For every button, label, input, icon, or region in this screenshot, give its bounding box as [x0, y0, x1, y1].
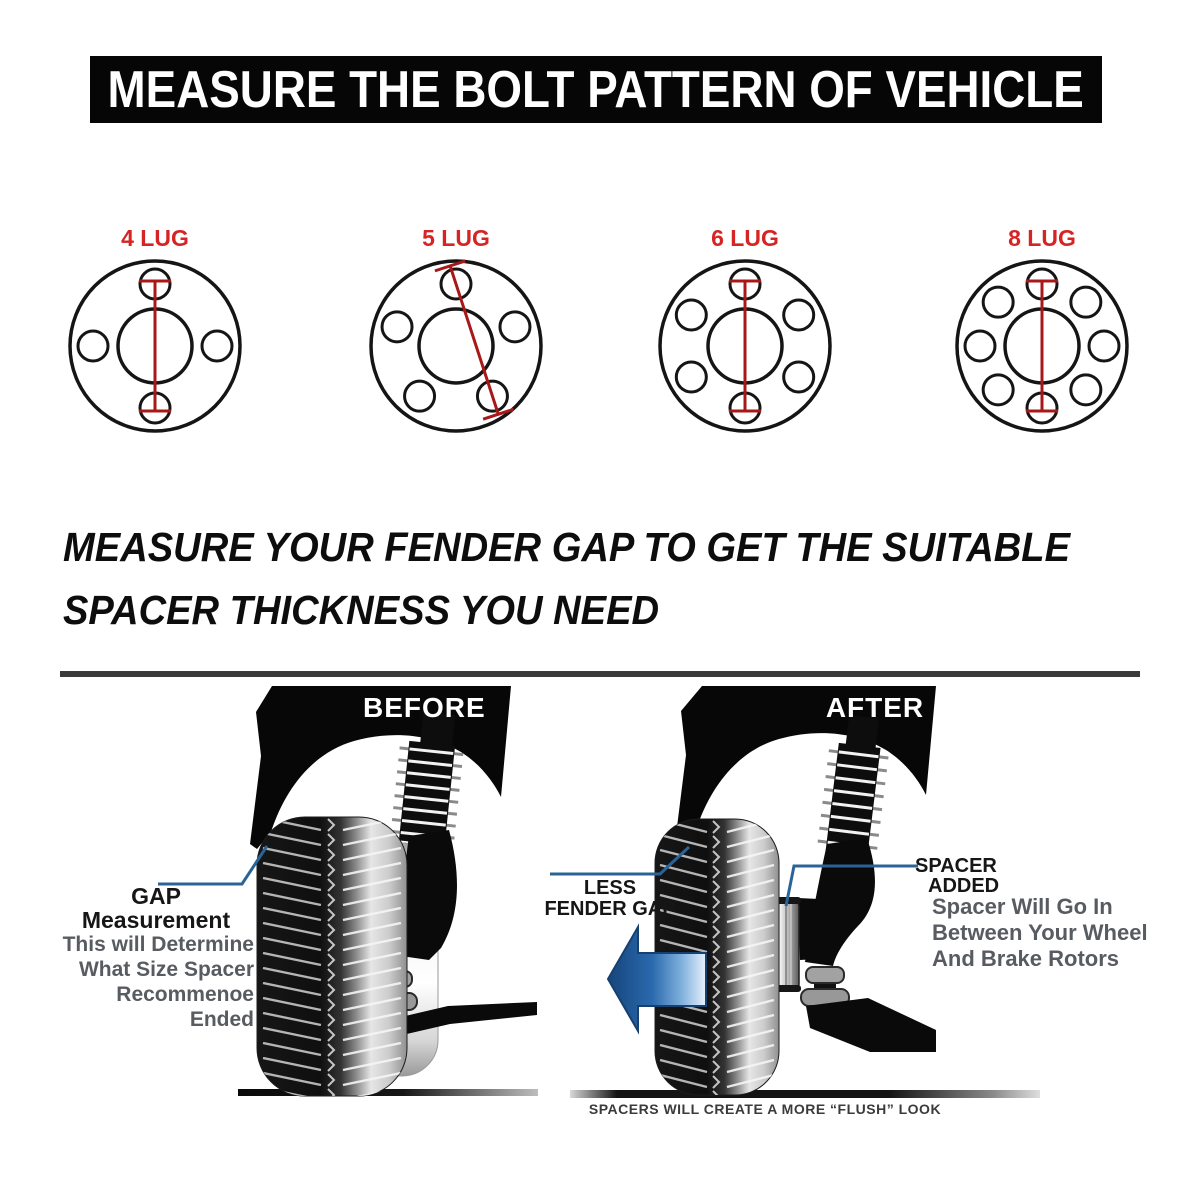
lug-pattern-drawing-6: [650, 254, 840, 434]
flush-look-caption: SPACERS WILL CREATE A MORE “FLUSH” LOOK: [588, 1101, 942, 1117]
spacer-note-line2: Between Your Wheel: [932, 920, 1148, 945]
section-divider: [60, 671, 1140, 677]
lug-label-5: 5 LUG: [422, 225, 490, 251]
before-gap-callout-line: [158, 846, 267, 884]
less-fender-gap-label: [540, 878, 680, 920]
spacer-note-line3: And Brake Rotors: [932, 946, 1120, 971]
lug-diagram-5: [361, 224, 551, 434]
before-strut-knuckle: [401, 830, 457, 960]
after-bushing-upper: [806, 967, 844, 983]
lug-pattern-drawing-8: [947, 254, 1137, 434]
less-gap-line1: LESS: [583, 877, 637, 899]
header-banner: [90, 56, 1102, 123]
lug-pattern-drawing-5: [361, 254, 551, 434]
before-title: BEFORE: [363, 692, 486, 723]
lug-diagram-4: [60, 224, 250, 434]
lug-diagram-6: [650, 224, 840, 434]
spacer-added-note: [932, 894, 1162, 972]
gap-note-line3: Recommenoe Ended: [116, 983, 254, 1031]
gap-measurement-label: [58, 884, 254, 932]
before-tire-tread: [257, 817, 407, 1096]
spacer-added-label: [915, 856, 1055, 896]
lug-label-6: 6 LUG: [711, 225, 779, 251]
fender-gap-heading-line2: SPACER THICKNESS YOU NEED: [63, 587, 660, 633]
after-title: AFTER: [825, 692, 925, 723]
less-gap-line2: FENDER GAP: [544, 898, 676, 920]
after-control-arm: [806, 998, 936, 1052]
lug-pattern-drawing-4: [60, 254, 250, 434]
gap-note-line2: What Size Spacer: [78, 958, 254, 981]
banner-title: MEASURE THE BOLT PATTERN OF VEHICLE: [107, 60, 1085, 119]
lug-label-8: 8 LUG: [1008, 225, 1076, 251]
gap-measurement-note: [50, 932, 254, 1032]
lug-diagram-8: [947, 224, 1137, 434]
fender-gap-heading: [63, 516, 1086, 642]
lug-label-4: 4 LUG: [121, 225, 189, 251]
fender-gap-heading-line1: MEASURE YOUR FENDER GAP TO GET THE SUITABLE: [63, 524, 1071, 570]
gap-note-line1: This will Determine: [62, 933, 254, 956]
after-ground-line: [570, 1090, 1040, 1098]
gap-label-line2: Measurement: [81, 907, 231, 933]
gap-label-line1: GAP: [131, 883, 181, 909]
spacer-note-line1: Spacer Will Go In: [932, 894, 1113, 919]
spacer-added-line2: ADDED: [928, 875, 1000, 897]
spacer-added-line1: SPACER: [915, 855, 997, 877]
